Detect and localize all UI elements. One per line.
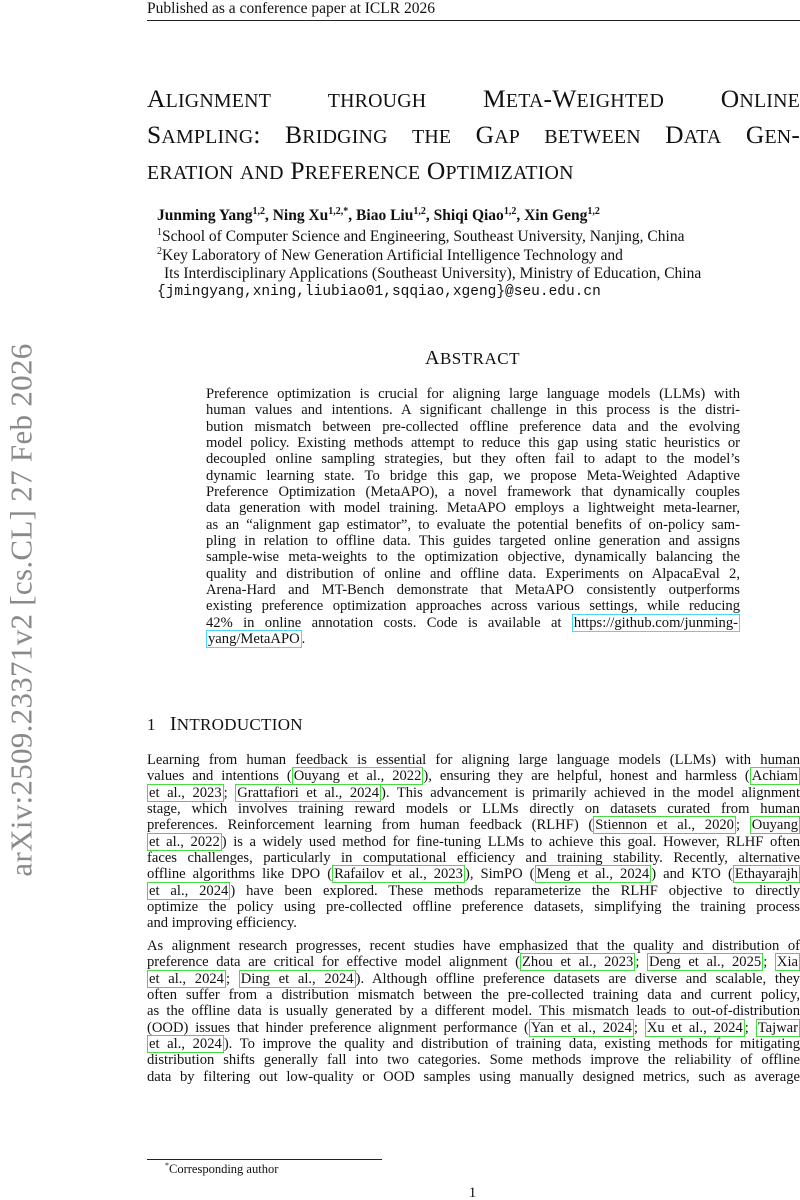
citation-link[interactable]: Ouyang (751, 817, 799, 834)
citation-link[interactable]: Ethayarajh (734, 866, 799, 883)
citation-link[interactable]: et al., 2022 (149, 833, 220, 850)
citation-link[interactable]: Achiam (751, 768, 798, 785)
abstract-line: yang/MetaAPO . (208, 631, 306, 648)
citation-link[interactable]: et al., 2024 (149, 970, 224, 987)
author: Shiqi Qiao$^{1,2}$, (433, 206, 525, 225)
citation-link[interactable]: et al., 2024 (149, 1036, 222, 1053)
citation-link[interactable]: Ding et al., 2024 (240, 970, 354, 987)
citation-link[interactable]: Xia (776, 954, 798, 971)
body-line: et al., 2024 ). To improve the quality and distribution of training data, existing methods for mitigating (149, 1036, 800, 1053)
body-line: faces challenges, particularly in computational efficiency and training stability. Recently, alternative (147, 850, 800, 867)
author: Biao Liu$^{1,2}$, (356, 206, 434, 225)
citation-link[interactable]: Meng et al., 2024 (536, 866, 650, 883)
affiliation-1: $^1$School of Computer Science and Engineering, Southeast University, Nanjing, China (157, 227, 685, 246)
citation-link[interactable]: et al., 2024 (149, 882, 229, 899)
affiliation-2-cont: Its Interdisciplinary Applications (Southeast University), Ministry of Education, China (164, 265, 702, 282)
body-line: optimize the policy using pre-collected offline preference datasets, simplifying the training process (147, 899, 800, 916)
citation-link[interactable]: Stiennon et al., 2020 (595, 817, 734, 834)
abstract-body (206, 386, 740, 648)
abstract-line: Preference Optimization (MetaAPO), a novel framework that dynamically couples (206, 484, 740, 501)
title-line-3: ERATION AND PREFERENCE OPTIMIZATION (147, 156, 574, 185)
body-line: values and intentions ( Ouyang et al., 2022 ), ensuring they are helpful, honest and harmless ( Achiam (147, 768, 798, 785)
intro-paragraph-2 (147, 938, 800, 1085)
body-line: distribution shifts generally fall into two categories. Some methods improve the reliability of offline (147, 1052, 800, 1069)
abstract-line: model policy. Existing methods attempt to reduce this gap using static heuristics or (206, 435, 740, 452)
intro-paragraph-1 (147, 752, 800, 932)
body-line: Learning from human feedback is essential for aligning large language models (LLMs) with human (147, 752, 800, 768)
abstract-line: Arena-Hard and MT-Bench demonstrate that MetaAPO consistently outperforms (206, 582, 740, 599)
author-email: {jmingyang,xning,liubiao01,sqqiao,xgeng}@seu.edu.cn (157, 284, 601, 300)
citation-link[interactable]: Grattafiori et al., 2024 (237, 784, 380, 801)
body-line: often suffer from a distribution mismatch between the pre-collected training data and current policy, (147, 987, 800, 1004)
abstract-line: as an “alignment gap estimator”, to evaluate the potential benefits of on-policy sam- (206, 516, 740, 533)
abstract-line: data generation with model training. MetaAPO employs a lightweight meta-learner, (206, 500, 740, 517)
footnote-rule (147, 1159, 382, 1160)
citation-link[interactable]: Tajwar (757, 1019, 799, 1036)
abstract-line: pling in relation to offline data. This guides targeted online generation and assigns (206, 533, 740, 550)
author: Xin Geng$^{1,2}$ (524, 206, 600, 225)
body-line: offline algorithms like DPO ( Rafailov et al., 2023 ), SimPO ( Meng et al., 2024 ) and KTO ( Ethayarajh (147, 866, 799, 883)
paper-title (147, 82, 800, 190)
header-rule (147, 20, 800, 21)
body-line: data by filtering out low-quality or OOD samples using manually designed metrics, such as average (147, 1068, 800, 1085)
abstract-line: bution mismatch between pre-collected offline preference data and the evolving (206, 418, 740, 435)
footnote: *Corresponding author (165, 1161, 279, 1177)
abstract-line: Preference optimization is crucial for aligning large language models (LLMs) with (206, 386, 740, 402)
citation-link[interactable]: Yan et al., 2024 (530, 1019, 632, 1036)
abstract-line: sample-wise meta-weights to the optimization objective, dynamically balancing the (206, 549, 740, 566)
citation-link[interactable]: Zhou et al., 2023 (521, 954, 634, 971)
citation-link[interactable]: Xu et al., 2024 (646, 1019, 743, 1036)
body-line: et al., 2023 ; Grattafiori et al., 2024 ). This advancement is primarily achieved in the model alignment (149, 784, 800, 801)
author-list (157, 206, 600, 225)
title-line-1: ALIGNMENT THROUGH META-WEIGHTED ONLINE (147, 84, 800, 113)
code-link[interactable]: https://github.com/junming- (573, 614, 738, 631)
abstract-line: human values and intentions. A significant challenge in this process is the distri- (206, 402, 740, 419)
body-line: (OOD) issues that hinder preference alignment performance ( Yan et al., 2024 ; Xu et al., 2024 ; Tajwar (147, 1019, 799, 1036)
abstract-line: existing preference optimization approaches across various settings, while reducing (206, 598, 740, 615)
arxiv-stamp (0, 320, 44, 900)
code-link-cont[interactable]: yang/MetaAPO (208, 631, 300, 648)
author: Ning $Xu^{1,2,*}$, (272, 206, 357, 225)
abstract-line: quality and distribution of online and offline data. Experiments on AlpacaEval 2, (206, 565, 740, 582)
author: Junming Yang$^{1,2}$, (157, 206, 273, 225)
body-line: As alignment research progresses, recent studies have emphasized that the quality and distribution of (147, 938, 800, 954)
title-line-2: SAMPLING: BRIDGING THE GAP BETWEEN DATA GEN- (147, 120, 800, 149)
running-header: Published as a conference paper at ICLR 2026 (147, 0, 435, 17)
citation-link[interactable]: Deng et al., 2025 (649, 954, 762, 971)
body-line: and improving efficiency. (147, 915, 297, 932)
citation-link[interactable]: Ouyang et al., 2022 (293, 768, 422, 785)
abstract-heading: ABSTRACT (425, 347, 520, 369)
abstract-line: dynamic learning state. To bridge this gap, we propose Meta-Weighted Adaptive (206, 467, 740, 484)
abstract-line: decoupled online sampling strategies, but they often fail to adapt to the model’s (206, 451, 740, 468)
body-line: et al., 2024 ) have been explored. These methods reparameterize the RLHF objective to directly (149, 882, 800, 899)
arxiv-stamp-text: arXiv:2509.23371v2 [cs.CL] 27 Feb 2026 (4, 343, 39, 877)
page-number: 1 (468, 1185, 477, 1200)
section-heading-introduction: 1 INTRODUCTION (147, 713, 303, 735)
body-line: et al., 2022 ) is a widely used method for fine-tuning LLMs to achieve this goal. However, RLHF often (149, 833, 800, 850)
body-line: stage, which involves training reward models or LLMs directly on datasets curated from human (147, 801, 800, 818)
affiliation-2: $^2$Key Laboratory of New Generation Artificial Intelligence Technology and (157, 246, 623, 265)
body-line: preferences. Reinforcement learning from human feedback (RLHF) ( Stiennon et al., 2020 ; Ouyang (147, 817, 799, 834)
body-line: preference data are critical for effective model alignment ( Zhou et al., 2023 ; Deng et al., 2025 ; Xia (147, 954, 798, 971)
citation-link[interactable]: et al., 2023 (149, 784, 222, 801)
citation-link[interactable]: Rafailov et al., 2023 (334, 866, 463, 883)
body-line: et al., 2024 ; Ding et al., 2024 ). Although offline preference datasets are diverse and scalable, they (149, 970, 800, 987)
abstract-line: 42% in online annotation costs. Code is available at https://github.com/junming- (206, 614, 738, 631)
body-line: as the offline data is usually generated by a different model. This mismatch leads to out-of-distribution (147, 1003, 800, 1020)
